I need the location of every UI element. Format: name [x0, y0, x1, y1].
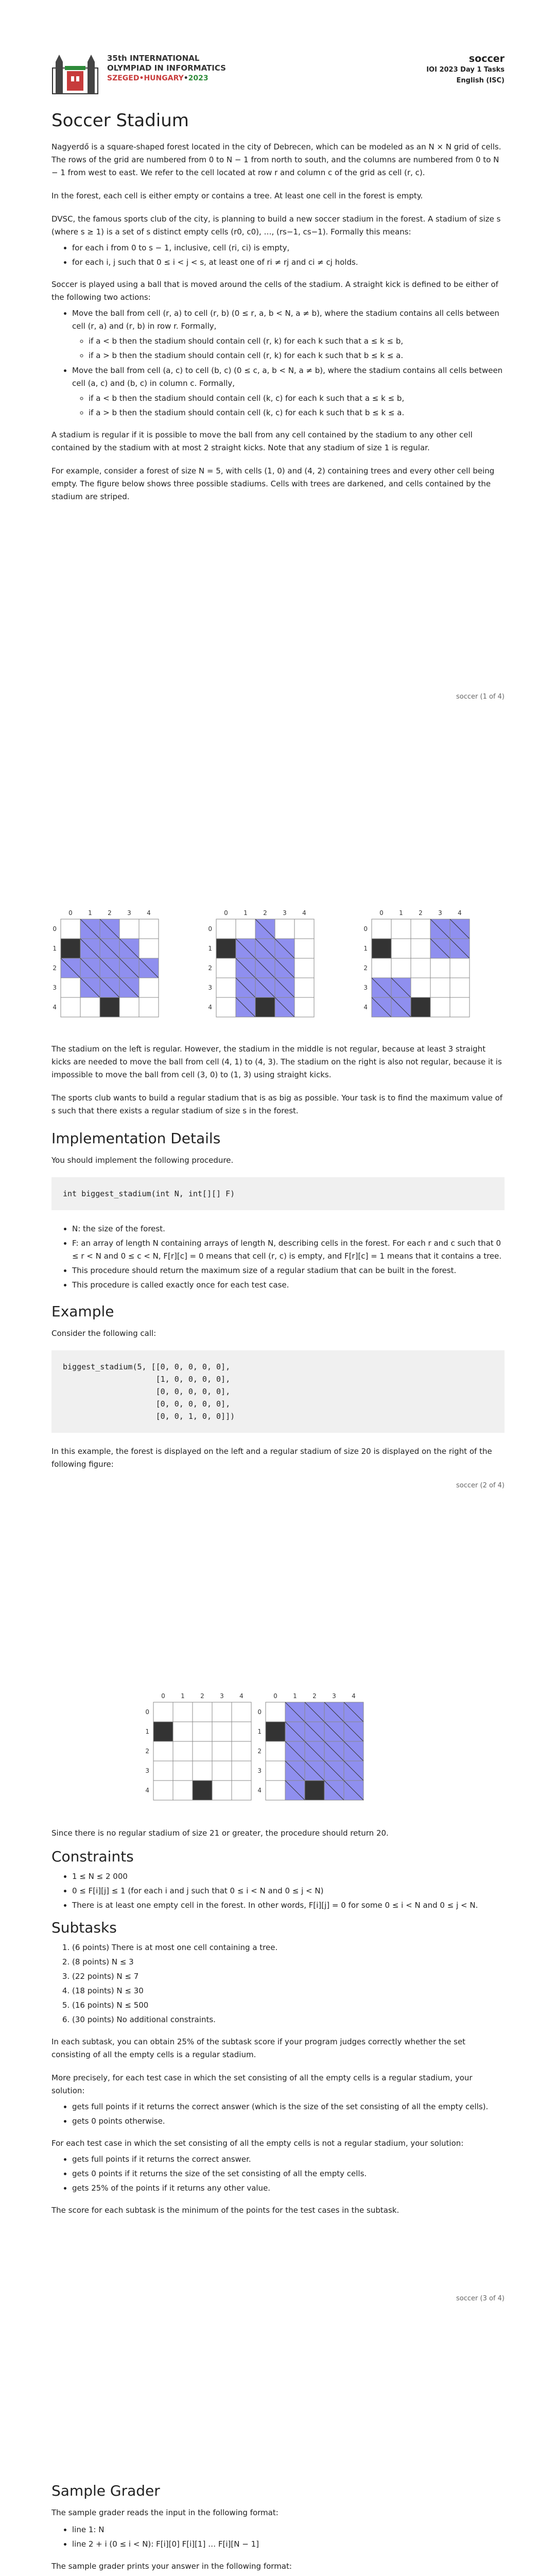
three-stadiums-figure	[51, 905, 505, 1033]
stadium-conditions-list	[51, 242, 505, 269]
header-task-name: soccer	[468, 53, 505, 64]
list-item: • This procedure is called exactly once for each test case.	[72, 1279, 505, 1292]
column-tick-label: 2	[108, 909, 112, 917]
empty-cell	[450, 997, 470, 1017]
empty-cell	[372, 919, 391, 939]
tree-cell	[305, 1781, 324, 1800]
empty-cell	[430, 997, 450, 1017]
list-item: • gets full points if it returns the correct answer (which is the size of the set consisting of all the empty cells).	[72, 2100, 505, 2113]
intro-paragraph: Nagyerdő is a square-shaped forest located in the city of Debrecen, which can be modeled as an N × N grid of cells. The rows of the grid are numbered from 0 to N − 1 from north to south, and the columns are numbered from 0 to N − 1 from west to east. We refer to the cell located at row r and column c of the grid as cell (r, c).	[51, 142, 501, 177]
implementation-heading: Implementation Details	[51, 1130, 221, 1147]
empty-cell	[450, 958, 470, 978]
empty-cell	[391, 939, 411, 958]
list-item: • gets full points if it returns the correct answer.	[72, 2153, 505, 2166]
column-tick-label: 4	[302, 909, 306, 917]
list-item: ◦ if a > b then the stadium should contain cell (r, k) for each k such that b ≤ k ≤ a.	[89, 349, 505, 362]
constraints-heading: Constraints	[51, 1848, 134, 1865]
page-4	[0, 2362, 556, 2576]
empty-cell	[294, 997, 314, 1017]
tree-cell	[411, 997, 430, 1017]
empty-cell	[294, 958, 314, 978]
row-tick-label: 4	[208, 1004, 212, 1011]
example-result: Since there is no regular stadium of size 21 or greater, the procedure should return 20.	[51, 1828, 389, 1838]
row-tick-label: 2	[257, 1748, 262, 1755]
tree-cell	[193, 1781, 212, 1800]
list-item: 5. (16 points) N ≤ 500	[72, 1999, 505, 2012]
empty-cell	[212, 1761, 232, 1781]
row-tick-label: 2	[208, 964, 212, 972]
example-figure	[144, 1688, 371, 1817]
empty-cell	[139, 997, 159, 1017]
kick-column-sublist	[72, 392, 505, 419]
page-1	[0, 0, 556, 787]
page-header	[51, 52, 505, 98]
header-task-info	[426, 54, 505, 86]
regular-case-list	[51, 2100, 505, 2128]
tree-cell	[255, 997, 275, 1017]
list-item: 3. (22 points) N ≤ 7	[72, 1970, 505, 1983]
empty-cell	[236, 919, 255, 939]
row-tick-label: 3	[363, 984, 368, 991]
column-tick-label: 4	[352, 1692, 356, 1700]
empty-cell	[173, 1741, 193, 1761]
empty-cell	[450, 978, 470, 997]
row-tick-label: 3	[257, 1767, 262, 1774]
empty-cell	[173, 1761, 193, 1781]
row-tick-label: 0	[363, 925, 368, 933]
constraints-list	[51, 1870, 505, 1912]
column-tick-label: 1	[399, 909, 403, 917]
sample-grader-heading: Sample Grader	[51, 2482, 160, 2499]
empty-cell	[153, 1781, 173, 1800]
row-tick-label: 0	[257, 1708, 262, 1716]
list-item: • gets 0 points otherwise.	[72, 2115, 505, 2128]
row-tick-label: 1	[145, 1728, 149, 1735]
grader-input-list	[51, 2523, 505, 2551]
row-tick-label: 4	[257, 1787, 262, 1794]
empty-cell	[430, 978, 450, 997]
empty-cell	[216, 978, 236, 997]
header-language: English (ISC)	[456, 77, 505, 84]
task-statement: The sports club wants to build a regular stadium that is as big as possible. Your task is to find the maximum value of s such that there exists a regular stadium of size s in the forest.	[51, 1093, 503, 1115]
empty-cell	[212, 1741, 232, 1761]
empty-cell	[173, 1781, 193, 1800]
empty-cell	[391, 919, 411, 939]
empty-cell	[232, 1761, 251, 1781]
column-tick-label: 0	[273, 1692, 277, 1700]
empty-cell	[212, 1702, 232, 1722]
logo-line-1: 35th INTERNATIONAL	[107, 54, 200, 63]
list-item: • line 1: N	[72, 2523, 505, 2536]
empty-cell	[266, 1702, 285, 1722]
list-item: 2. (8 points) N ≤ 3	[72, 1956, 505, 1969]
page-1-content	[51, 110, 505, 514]
column-tick-label: 3	[332, 1692, 336, 1700]
column-tick-label: 2	[419, 909, 423, 917]
cells-paragraph: In the forest, each cell is either empty or contains a tree. At least one cell in the forest is empty.	[51, 191, 423, 200]
page-2-content	[51, 1043, 505, 1481]
parameter-list	[51, 1223, 505, 1292]
example-grids	[144, 1688, 371, 1817]
list-item: • 1 ≤ N ≤ 2 000	[72, 1870, 505, 1883]
example-intro: Consider the following call:	[51, 1329, 157, 1338]
empty-cell	[216, 919, 236, 939]
list-item: • This procedure should return the maximum size of a regular stadium that can be built in the forest.	[72, 1264, 505, 1277]
column-tick-label: 3	[220, 1692, 224, 1700]
irregular-case-list	[51, 2153, 505, 2195]
page-4-content	[51, 2484, 505, 2576]
empty-cell	[372, 958, 391, 978]
row-tick-label: 1	[363, 945, 368, 952]
logo-separator: •	[139, 74, 144, 82]
list-item	[72, 307, 505, 362]
row-tick-label: 0	[208, 925, 212, 933]
column-tick-label: 3	[438, 909, 442, 917]
stadium-grids	[51, 905, 505, 1033]
grader-input-intro: The sample grader reads the input in the following format:	[51, 2508, 279, 2517]
column-tick-label: 3	[283, 909, 287, 917]
list-item: • N: the size of the forest.	[72, 1223, 505, 1235]
empty-cell	[411, 958, 430, 978]
empty-cell	[294, 939, 314, 958]
empty-cell	[275, 919, 294, 939]
column-tick-label: 0	[161, 1692, 165, 1700]
page-footer: soccer (3 of 4)	[456, 2295, 505, 2302]
column-tick-label: 1	[293, 1692, 297, 1700]
kick-definition: Soccer is played using a ball that is moved around the cells of the stadium. A straight kick is defined to be either of the following two actions:	[51, 280, 498, 302]
empty-cell	[232, 1781, 251, 1800]
list-item: • F: an array of length N containing arrays of length N, describing cells in the forest. For each r and c such that 0 ≤ r < N and 0 ≤ c < N, F[r][c] = 0 means that cell (r, c) is empty, and F[r][c] = 1 means that it contains a tree.	[72, 1237, 505, 1263]
subtasks-heading: Subtasks	[51, 1919, 117, 1936]
empty-cell	[266, 1741, 285, 1761]
list-item: • gets 25% of the points if it returns any other value.	[72, 2182, 505, 2195]
row-tick-label: 4	[53, 1004, 57, 1011]
page-footer: soccer (2 of 4)	[456, 1482, 505, 1489]
logo-line-2: OLYMPIAD IN INFORMATICS	[107, 63, 226, 73]
empty-cell	[212, 1781, 232, 1800]
page-3-content	[51, 1827, 505, 2227]
empty-cell	[430, 958, 450, 978]
empty-cell	[119, 919, 139, 939]
column-tick-label: 1	[88, 909, 92, 917]
row-tick-label: 0	[145, 1708, 149, 1716]
empty-cell	[119, 997, 139, 1017]
empty-cell	[193, 1722, 212, 1741]
list-item: • gets 0 points if it returns the size of the set consisting of all the empty cells.	[72, 2167, 505, 2180]
empty-cell	[153, 1702, 173, 1722]
tree-cell	[153, 1722, 173, 1741]
page-2	[0, 787, 556, 1574]
column-tick-label: 1	[181, 1692, 185, 1700]
page-footer: soccer (1 of 4)	[456, 693, 505, 701]
example-explanation: In this example, the forest is displayed on the left and a regular stadium of size 20 is displayed on the right of the following figure:	[51, 1447, 492, 1469]
stadium-definition: DVSC, the famous sports club of the city, is planning to build a new soccer stadium in the forest. A stadium of size s (where s ≥ 1) is a set of s distinct empty cells (r0, c0), …, (rs−1, cs−1). Formally this means:	[51, 214, 501, 236]
logo-wordmark	[107, 54, 272, 73]
column-tick-label: 4	[239, 1692, 244, 1700]
ioi-logo-icon	[51, 53, 99, 97]
stadium-grid-right	[363, 909, 470, 1017]
empty-cell	[61, 997, 80, 1017]
empty-cell	[294, 978, 314, 997]
empty-cell	[232, 1722, 251, 1741]
kick-column-text: Move the ball from cell (a, c) to cell (b, c) (0 ≤ c, a, b < N, a ≠ b), where the stadium contains all cells between cell (a, c) and (b, c) in column c. Formally,	[72, 366, 503, 388]
example-description: For example, consider a forest of size N = 5, with cells (1, 0) and (4, 2) containing trees and every other cell being empty. The figure below shows three possible stadiums. Cells with trees are darkened, and cells contained by the stadium are striped.	[51, 466, 495, 501]
list-item: • There is at least one empty cell in the forest. In other words, F[i][j] = 0 for some 0 ≤ i < N and 0 ≤ j < N.	[72, 1899, 505, 1912]
row-tick-label: 1	[53, 945, 57, 952]
subtasks-list	[51, 1941, 505, 2026]
empty-cell	[153, 1761, 173, 1781]
empty-cell	[391, 958, 411, 978]
tree-cell	[266, 1722, 285, 1741]
empty-cell	[212, 1722, 232, 1741]
list-item: 4. (18 points) N ≤ 30	[72, 1985, 505, 1997]
page-3	[0, 1574, 556, 2362]
column-tick-label: 2	[312, 1692, 317, 1700]
empty-cell	[294, 919, 314, 939]
list-item: • for each i from 0 to s − 1, inclusive, cell (ri, ci) is empty,	[72, 242, 505, 255]
list-item: • 0 ≤ F[i][j] ≤ 1 (for each i and j such that 0 ≤ i < N and 0 ≤ j < N)	[72, 1885, 505, 1897]
header-contest: IOI 2023 Day 1 Tasks	[426, 66, 505, 74]
function-signature: int biggest_stadium(int N, int[][] F)	[51, 1177, 505, 1210]
tree-cell	[216, 939, 236, 958]
empty-cell	[139, 978, 159, 997]
column-tick-label: 3	[127, 909, 131, 917]
stadium-grid-middle	[208, 909, 314, 1017]
row-tick-label: 1	[208, 945, 212, 952]
column-tick-label: 2	[200, 1692, 204, 1700]
list-item: 1. (6 points) There is at most one cell containing a tree.	[72, 1941, 505, 1954]
stadium-grid-left	[53, 909, 159, 1017]
empty-cell	[193, 1702, 212, 1722]
empty-cell	[61, 919, 80, 939]
list-item: • for each i, j such that 0 ≤ i < j < s, at least one of ri ≠ rj and ci ≠ cj holds.	[72, 256, 505, 269]
empty-cell	[266, 1761, 285, 1781]
empty-cell	[411, 939, 430, 958]
figure-explanation: The stadium on the left is regular. However, the stadium in the middle is not regular, because at least 3 straight kicks are needed to move the ball from cell (4, 1) to (4, 3). The stadium on the right is also not regular, because it is impossible to move the ball from cell (3, 0) to (1, 3) using straight kicks.	[51, 1044, 502, 1079]
row-tick-label: 2	[363, 964, 368, 972]
page-title: Soccer Stadium	[51, 110, 189, 131]
list-item: ◦ if a > b then the stadium should contain cell (k, c) for each k such that b ≤ k ≤ a.	[89, 406, 505, 419]
regular-definition: A stadium is regular if it is possible to move the ball from any cell contained by the stadium to any other cell contained by the stadium with at most 2 straight kicks. Note that any stadium of size 1 is regular.	[51, 430, 473, 452]
empty-cell	[173, 1702, 193, 1722]
list-item	[72, 364, 505, 419]
empty-cell	[193, 1741, 212, 1761]
empty-cell	[139, 919, 159, 939]
empty-cell	[173, 1722, 193, 1741]
list-item: ◦ if a < b then the stadium should contain cell (k, c) for each k such that a ≤ k ≤ b,	[89, 392, 505, 405]
column-tick-label: 4	[458, 909, 462, 917]
logo-country: HUNGARY	[144, 74, 184, 82]
column-tick-label: 0	[68, 909, 73, 917]
logo-separator-2: •	[183, 74, 188, 82]
logo-line-3	[107, 74, 208, 82]
irregular-case-intro: For each test case in which the set consisting of all the empty cells is not a regular stadium, your solution:	[51, 2139, 464, 2148]
empty-cell	[139, 939, 159, 958]
empty-cell	[216, 958, 236, 978]
row-tick-label: 1	[257, 1728, 262, 1735]
implementation-intro: You should implement the following procedure.	[51, 1156, 234, 1165]
example-call: biggest_stadium(5, [[0, 0, 0, 0, 0], [1, 0, 0, 0, 0], [0, 0, 0, 0, 0], [0, 0, 0, 0, 0], [0, 0, 1, 0, 0]])	[51, 1350, 505, 1433]
logo-city: SZEGED	[107, 74, 140, 82]
row-tick-label: 2	[53, 964, 57, 972]
row-tick-label: 0	[53, 925, 57, 933]
list-item: • line 2 + i (0 ≤ i < N): F[i][0] F[i][1] … F[i][N − 1]	[72, 2538, 505, 2551]
list-item: ◦ if a < b then the stadium should contain cell (r, k) for each k such that a ≤ k ≤ b,	[89, 335, 505, 348]
kick-row-text: Move the ball from cell (r, a) to cell (r, b) (0 ≤ r, a, b < N, a ≠ b), where the stadium contains all cells between cell (r, a) and (r, b) in row r. Formally,	[72, 309, 499, 331]
empty-cell	[153, 1741, 173, 1761]
subtask-score-note: The score for each subtask is the minimum of the points for the test cases in the subtask.	[51, 2206, 399, 2215]
column-tick-label: 1	[244, 909, 248, 917]
logo-year: 2023	[188, 74, 208, 82]
regular-case-intro: More precisely, for each test case in which the set consisting of all the empty cells is a regular stadium, your solution:	[51, 2073, 473, 2095]
row-tick-label: 4	[363, 1004, 368, 1011]
column-tick-label: 4	[147, 909, 151, 917]
regular-stadium-grid	[257, 1692, 363, 1800]
row-tick-label: 3	[208, 984, 212, 991]
empty-cell	[411, 919, 430, 939]
forest-grid	[145, 1692, 251, 1800]
empty-cell	[216, 997, 236, 1017]
column-tick-label: 0	[224, 909, 228, 917]
empty-cell	[80, 997, 100, 1017]
tree-cell	[100, 997, 119, 1017]
row-tick-label: 3	[53, 984, 57, 991]
empty-cell	[232, 1741, 251, 1761]
column-tick-label: 2	[263, 909, 267, 917]
row-tick-label: 3	[145, 1767, 149, 1774]
empty-cell	[232, 1702, 251, 1722]
empty-cell	[61, 978, 80, 997]
kick-list	[51, 307, 505, 419]
column-tick-label: 0	[379, 909, 384, 917]
empty-cell	[411, 978, 430, 997]
kick-row-sublist	[72, 335, 505, 362]
example-heading: Example	[51, 1303, 114, 1320]
list-item: 6. (30 points) No additional constraints.	[72, 2013, 505, 2026]
tree-cell	[61, 939, 80, 958]
partial-score-note: In each subtask, you can obtain 25% of the subtask score if your program judges correctly whether the set consisting of all the empty cells is a regular stadium.	[51, 2037, 466, 2059]
row-tick-label: 4	[145, 1787, 149, 1794]
row-tick-label: 2	[145, 1748, 149, 1755]
empty-cell	[266, 1781, 285, 1800]
empty-cell	[193, 1761, 212, 1781]
tree-cell	[372, 939, 391, 958]
grader-output-intro: The sample grader prints your answer in the following format:	[51, 2562, 292, 2571]
